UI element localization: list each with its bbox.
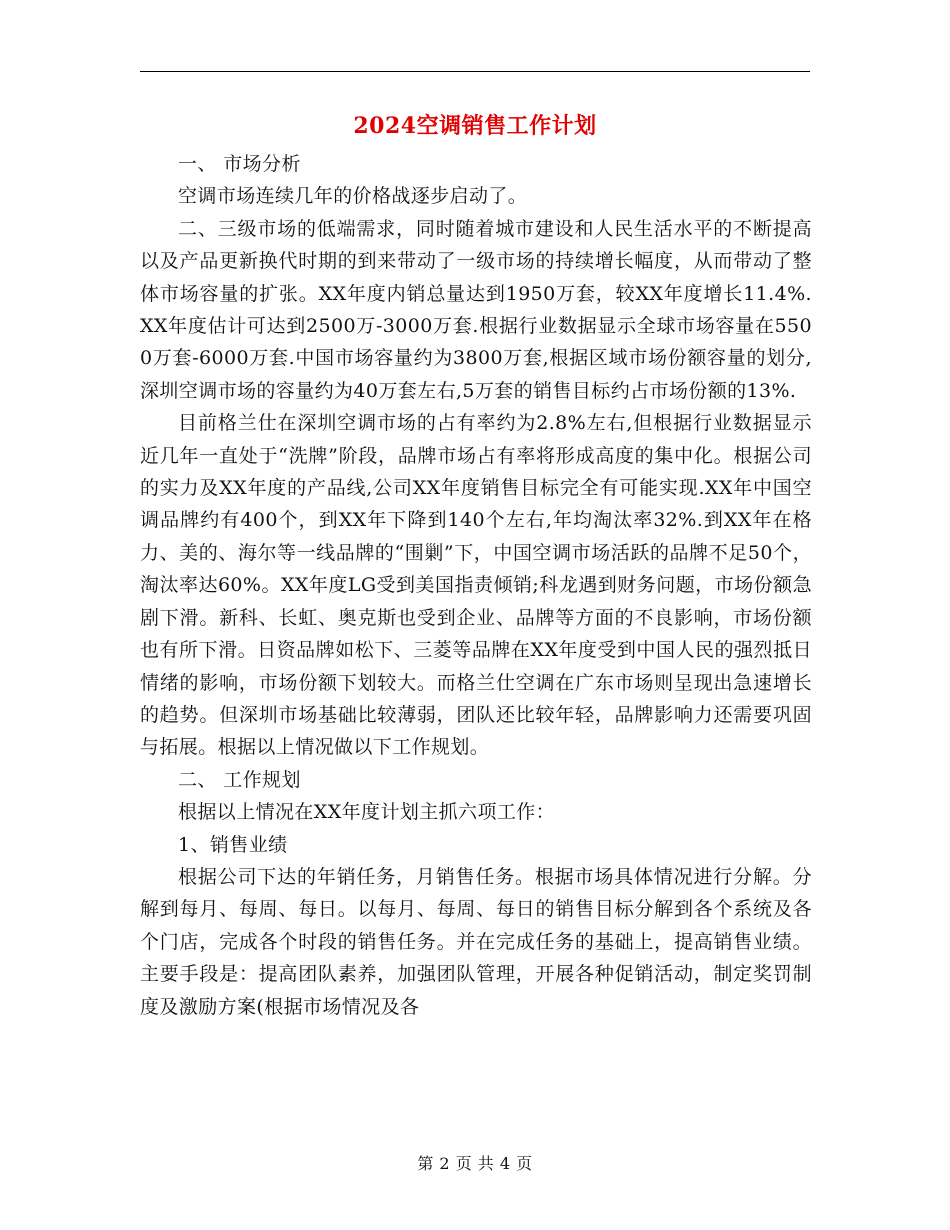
paragraph: 二、三级市场的低端需求，同时随着城市建设和人民生活水平的不断提高以及产品更新换代时期的到来带动了一级市场的持续增长幅度，从而带动了整体市场容量的扩张。XX年度内销总量达到1950万套，较XX年度增长11.4%.XX年度估计可达到2500万-3000万套.根据行业数据显示全球市场容量在5500万套-6000万套.中国市场容量约为3800万套,根据区域市场份额容量的划分,深圳空调市场的容量约为40万套左右,5万套的销售目标约占市场份额的13%. bbox=[140, 217, 812, 402]
document-body bbox=[140, 148, 812, 1023]
section-heading-market-analysis: 一、 市场分析 bbox=[178, 153, 301, 175]
page-number-footer: 第 2 页 共 4 页 bbox=[417, 1154, 533, 1173]
document-title: 2024空调销售工作计划 bbox=[353, 113, 597, 139]
header-rule bbox=[140, 71, 810, 72]
paragraph: 空调市场连续几年的价格战逐步启动了。 bbox=[178, 185, 528, 208]
paragraph: 根据公司下达的年销任务，月销售任务。根据市场具体情况进行分解。分解到每月、每周、每日。以每月、每周、每日的销售目标分解到各个系统及各个门店，完成各个时段的销售任务。并在完成任务的基础上，提高销售业绩。主要手段是：提高团队素养，加强团队管理，开展各种促销活动，制定奖罚制度及激励方案(根据市场情况及各 bbox=[140, 865, 812, 1018]
section-heading-work-plan: 二、 工作规划 bbox=[178, 768, 301, 791]
subheading-sales-performance: 1、销售业绩 bbox=[178, 833, 288, 856]
paragraph: 目前格兰仕在深圳空调市场的占有率约为2.8%左右,但根据行业数据显示近几年一直处于“洗牌”阶段，品牌市场占有率将形成高度的集中化。根据公司的实力及XX年度的产品线,公司XX年度销售目标完全有可能实现.XX年中国空调品牌约有400个，到XX年下降到140个左右,年均淘汰率32%.到XX年在格力、美的、海尔等一线品牌的“围剿”下，中国空调市场活跃的品牌不足50个，淘汰率达60%。XX年度LG受到美国指责倾销;科龙遇到财务问题，市场份额急剧下滑。新科、长虹、奥克斯也受到企业、品牌等方面的不良影响，市场份额也有所下滑。日资品牌如松下、三菱等品牌在XX年度受到中国人民的强烈抵日情绪的影响，市场份额下划较大。而格兰仕空调在广东市场则呈现出急速增长的趋势。但深圳市场基础比较薄弱，团队还比较年轻，品牌影响力还需要巩固与拓展。根据以上情况做以下工作规划。 bbox=[140, 412, 812, 759]
paragraph: 根据以上情况在XX年度计划主抓六项工作： bbox=[178, 801, 556, 824]
